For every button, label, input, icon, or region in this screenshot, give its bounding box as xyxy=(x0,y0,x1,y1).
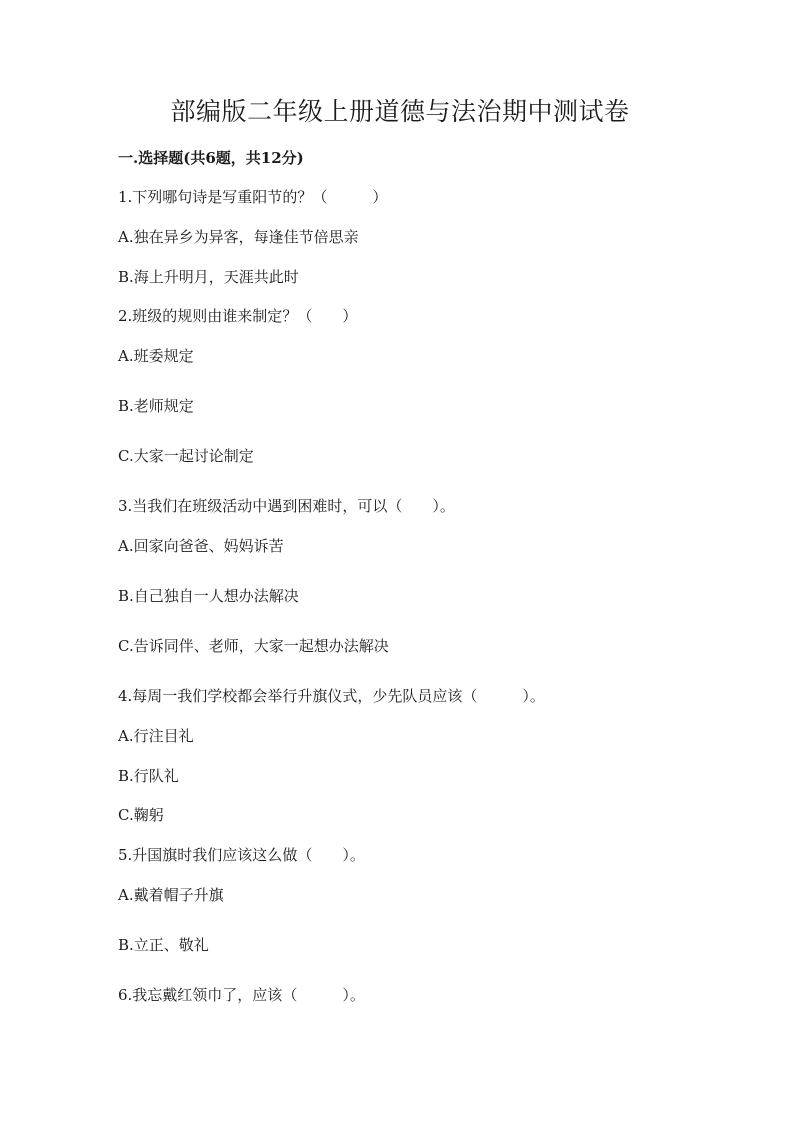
question-5-option-b: B.立正、敬礼 xyxy=(118,936,209,954)
question-stem-5: 5.升国旗时我们应该这么做（ ）。 xyxy=(118,846,365,864)
question-stem-4: 4.每周一我们学校都会举行升旗仪式，少先队员应该（ ）。 xyxy=(118,687,545,705)
question-2-option-a: A.班委规定 xyxy=(118,347,194,365)
question-stem-2: 2.班级的规则由谁来制定？（ ） xyxy=(118,307,358,325)
question-3-option-a: A.回家向爸爸、妈妈诉苦 xyxy=(118,537,284,555)
question-4-option-c: C.鞠躬 xyxy=(118,806,164,824)
question-1-option-b: B.海上升明月，天涯共此时 xyxy=(118,268,299,286)
question-stem-3: 3.当我们在班级活动中遇到困难时，可以（ ）。 xyxy=(118,497,455,515)
question-4-option-b: B.行队礼 xyxy=(118,767,179,785)
question-4-option-a: A.行注目礼 xyxy=(118,727,194,745)
question-1-option-a: A.独在异乡为异客，每逢佳节倍思亲 xyxy=(118,228,359,246)
question-stem-6: 6.我忘戴红领巾了，应该（ ）。 xyxy=(118,986,365,1004)
question-3-option-c: C.告诉同伴、老师，大家一起想办法解决 xyxy=(118,637,389,655)
question-2-option-c: C.大家一起讨论制定 xyxy=(118,447,254,465)
question-stem-1: 1.下列哪句诗是写重阳节的？（ ） xyxy=(118,188,388,206)
question-2-option-b: B.老师规定 xyxy=(118,397,194,415)
page-title: 部编版二年级上册道德与法治期中测试卷 xyxy=(170,97,630,126)
question-5-option-a: A.戴着帽子升旗 xyxy=(118,886,224,904)
section-heading: 一.选择题(共6题，共12分) xyxy=(118,149,304,167)
question-3-option-b: B.自己独自一人想办法解决 xyxy=(118,587,299,605)
